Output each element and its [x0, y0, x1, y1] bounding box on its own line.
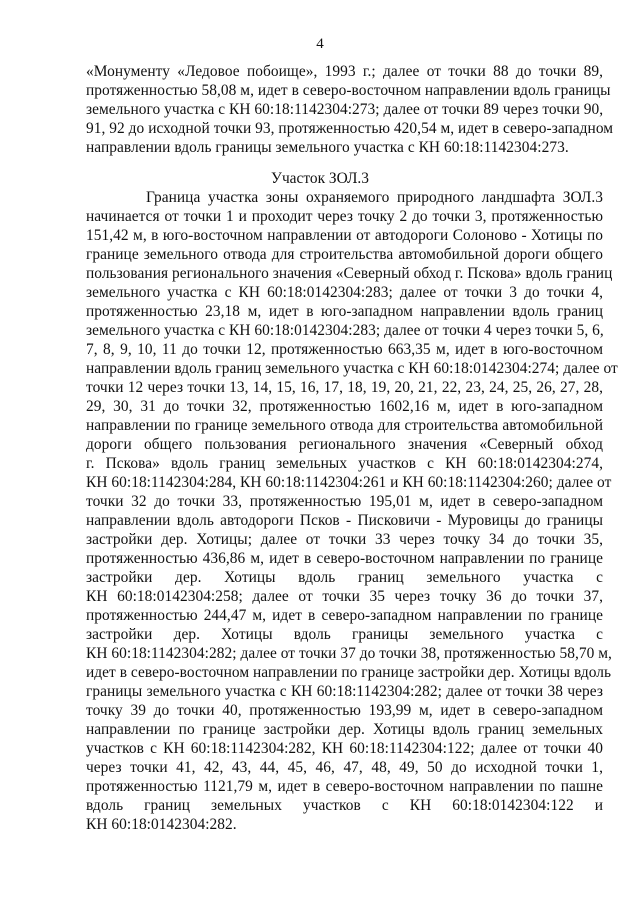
text-line: 7, 8, 9, 10, 11 до точки 12, протяженностью 663,35 м, идет в юго-восточном [86, 341, 603, 358]
text-line: участков с КН 60:18:1142304:282, КН 60:18:1142304:122; далее от точки 40 [86, 740, 603, 757]
text-line: земельного участка с КН 60:18:0142304:283; далее от точки 4 через точки 5, 6, [86, 322, 604, 339]
text-line: направлении вдоль границы земельного участка с КН 60:18:1142304:273. [86, 139, 569, 156]
text-line: границе земельного отвода для строительства автомобильной дороги общего [86, 246, 603, 263]
text-line: вдоль границ земельных участков с КН 60:18:0142304:122 и [86, 797, 603, 814]
text-line: направлении по границе земельного отвода для строительства автомобильной [86, 417, 603, 434]
text-line: через точки 41, 42, 43, 44, 45, 46, 47, 48, 49, 50 до исходной точки 1, [86, 759, 603, 776]
text-line: точки 32 до точки 33, протяженностью 195,01 м, идет в северо-западном [86, 493, 603, 510]
text-line: пользования регионального значения «Северный обход г. Пскова» вдоль границ [86, 265, 613, 282]
text-line: застройки дер. Хотицы вдоль границы земельного участка с [86, 626, 603, 643]
text-line: протяженностью 23,18 м, идет в юго-западном направлении вдоль границ [86, 303, 603, 320]
text-line: земельного участка с КН 60:18:0142304:283; далее от точки 3 до точки 4, [86, 284, 603, 301]
text-line: г. Пскова» вдоль границ земельных участков с КН 60:18:0142304:274, [86, 455, 603, 472]
text-line: протяженностью 58,08 м, идет в северо-восточном направлении вдоль границы [86, 82, 611, 99]
text-line: направлении по границе застройки дер. Хотицы вдоль границ земельных [86, 721, 603, 738]
text-line: дороги общего пользования регионального значения «Северный обход [86, 436, 603, 453]
text-line: КН 60:18:0142304:282. [86, 816, 237, 833]
text-line: границы земельного участка с КН 60:18:1142304:282; далее от точки 38 через [86, 683, 603, 700]
text-line: КН 60:18:1142304:284, КН 60:18:1142304:261 и КН 60:18:1142304:260; далее от [86, 474, 612, 491]
text-line: застройки дер. Хотицы; далее от точки 33 через точку 34 до точки 35, [86, 531, 603, 548]
text-line: направлении вдоль границ земельного участка с КН 60:18:0142304:274; далее от [86, 360, 618, 377]
text-line: начинается от точки 1 и проходит через точку 2 до точки 3, протяженностью [86, 208, 603, 225]
text-line: 91, 92 до исходной точки 93, протяженностью 420,54 м, идет в северо-западном [86, 120, 614, 137]
text-line: идет в северо-восточном направлении по границе застройки дер. Хотицы вдоль [86, 664, 612, 681]
text-line: протяженностью 244,47 м, идет в северо-западном направлении по границе [86, 607, 603, 624]
page-number: 4 [316, 36, 324, 52]
text-line: протяженностью 436,86 м, идет в северо-восточном направлении по границе [86, 550, 603, 567]
text-line: застройки дер. Хотицы вдоль границ земельного участка с [86, 569, 603, 586]
text-line: Граница участка зоны охраняемого природного ландшафта ЗОЛ.3 [146, 189, 603, 206]
text-line: 29, 30, 31 до точки 32, протяженностью 1602,16 м, идет в юго-западном [86, 398, 603, 415]
text-line: КН 60:18:0142304:258; далее от точки 35 через точку 36 до точки 37, [86, 588, 603, 605]
text-line: точку 39 до точки 40, протяженностью 193,99 м, идет в северо-западном [86, 702, 603, 719]
text-line: КН 60:18:1142304:282; далее от точки 37 до точки 38, протяженностью 58,70 м, [86, 645, 612, 662]
text-line: 151,42 м, в юго-восточном направлении от автодороги Солоново - Хотицы по [86, 227, 603, 244]
text-line: «Монументу «Ледовое побоище», 1993 г.; далее от точки 88 до точки 89, [86, 63, 603, 80]
text-line: земельного участка с КН 60:18:1142304:273; далее от точки 89 через точки 90, [86, 101, 604, 118]
text-line: направлении вдоль автодороги Псков - Писковичи - Муровицы до границы [86, 512, 603, 529]
text-line: протяженностью 1121,79 м, идет в северо-восточном направлении по пашне [86, 778, 603, 795]
text-line: точки 12 через точки 13, 14, 15, 16, 17, 18, 19, 20, 21, 22, 23, 24, 25, 26, 27, 28, [86, 379, 603, 396]
section-heading: Участок ЗОЛ.3 [271, 170, 369, 187]
